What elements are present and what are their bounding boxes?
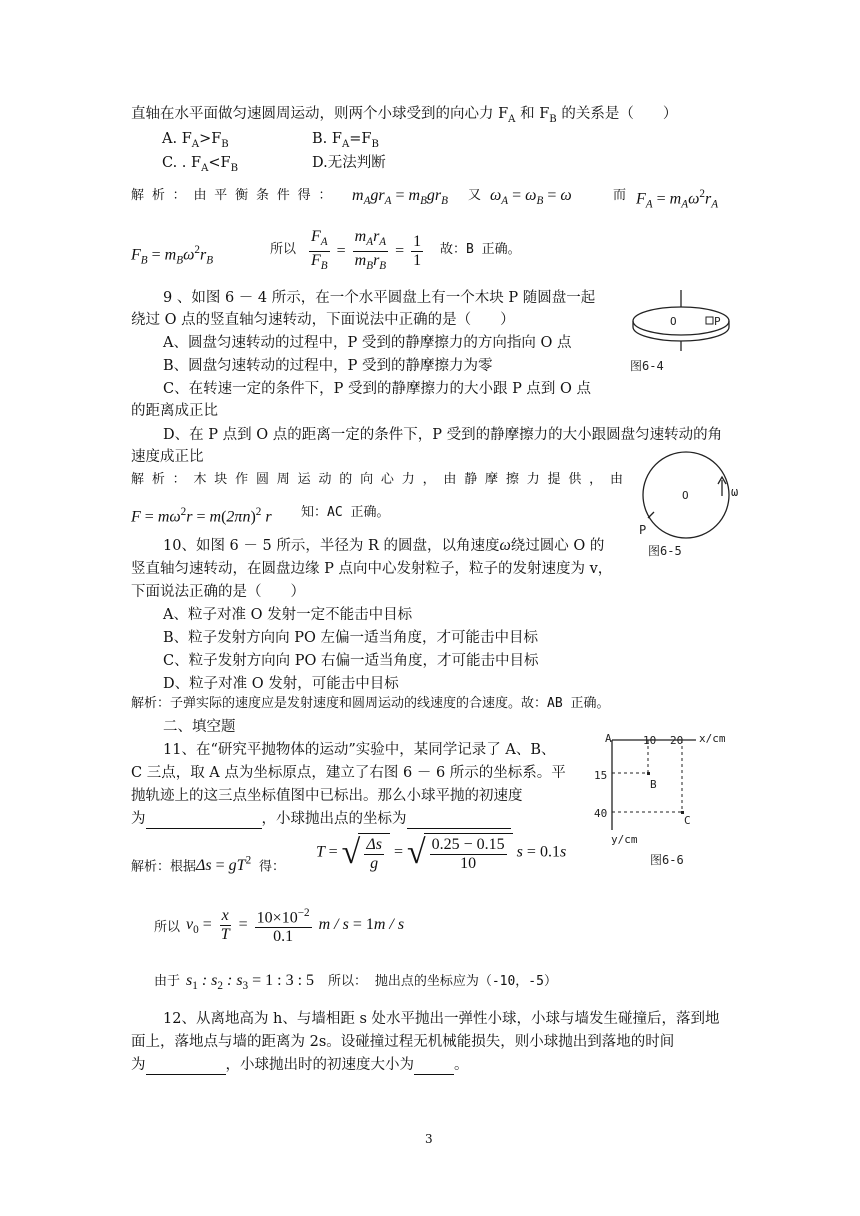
q8-er-text: 而 xyxy=(613,188,627,203)
q8-option-d: D.无法判断 xyxy=(312,155,386,171)
q12-blank-velocity[interactable] xyxy=(414,1058,454,1075)
q9-option-d-2: 速度成正比 xyxy=(131,449,204,465)
q12-line-3: 为 ，小球抛出时的初速度大小为 。 xyxy=(131,1057,469,1073)
q9-line-1: 9 、如图 6 － 4 所示，在一个水平圆盘上有一个木块 P 随圆盘一起 xyxy=(163,290,596,306)
page-number: 3 xyxy=(425,1132,433,1146)
section-2-heading: 二、填空题 xyxy=(163,719,236,735)
block-label: P xyxy=(714,315,721,328)
q9-option-b: B、圆盘匀速转动的过程中，P 受到的静摩擦力为零 xyxy=(163,358,493,374)
q8-result: 故：B 正确。 xyxy=(440,242,521,257)
y-axis-unit: y/cm xyxy=(611,833,638,846)
q8-equation-3: $F_A = m_A\omega^2r_A$ xyxy=(636,188,719,211)
omega-symbol: ω xyxy=(499,537,511,554)
figure-6-4 xyxy=(626,285,730,377)
q8-option-b: B. $F_A=F_B$ xyxy=(312,131,379,150)
q9-line-2: 绕过 O 点的竖直轴匀速转动，下面说法中正确的是（ ） xyxy=(131,312,515,328)
q9-option-c-2: 的距离成正比 xyxy=(131,403,218,419)
q9-equation: $F = m\omega^2r = m(2\pi n)^2$ r xyxy=(131,506,272,526)
q9-option-a: A、圆盘匀速转动的过程中，P 受到的静摩擦力的方向指向 O 点 xyxy=(163,335,572,351)
q10-line-3: 下面说法正确的是（ ） xyxy=(131,584,305,600)
q11-suoyi-text: 所以 xyxy=(154,920,181,935)
q8-equation-1: $m_Agr_A = m_Bgr_B$ xyxy=(352,187,448,208)
q11-line-4: 为 ，小球抛出点的坐标为 xyxy=(131,809,511,829)
figure-6-4-caption: 图6-4 xyxy=(630,359,664,373)
figure-6-5-caption: 图6-5 xyxy=(648,544,682,558)
q11-equation-v0: $v_0$ = $\frac{x}{T}$ = $\frac{10\times 10^{-2}}{0.1}$ m / s = 1m / s xyxy=(186,904,404,946)
q9-option-c-1: C、在转速一定的条件下，P 受到的静摩擦力的大小跟 P 点到 O 点 xyxy=(163,381,592,397)
q10-solution: 解析：子弹实际的速度应是发射速度和圆周运动的线速度的合速度。故：AB 正确。 xyxy=(131,696,610,711)
q11-result: 所以： 抛出点的坐标应为（-10，-5） xyxy=(328,974,557,989)
x-tick-20: 20 xyxy=(670,734,684,747)
x-tick-10: 10 xyxy=(643,734,657,747)
figure-6-6-caption: 图6-6 xyxy=(650,853,684,867)
omega-label: ω xyxy=(731,485,739,499)
q8-solution-label: 解 析 ： 由 平 衡 条 件 得 ： xyxy=(131,188,332,203)
q11-blank-coordinate[interactable] xyxy=(407,812,511,829)
q10-option-d: D、粒子对准 O 发射，可能击中目标 xyxy=(163,676,399,692)
q10-option-b: B、粒子发射方向向 PO 左偏一适当角度，才可能击中目标 xyxy=(163,630,539,646)
q9-option-d-1: D、在 P 点到 O 点的距离一定的条件下，P 受到的静摩擦力的大小跟圆盘匀速转动的角 xyxy=(163,427,723,443)
q10-line-2: 竖直轴匀速转动，在圆盘边缘 P 点向中心发射粒子，粒子的发射速度为 v， xyxy=(131,561,613,577)
q9-solution-2: 知：AC 正确。 xyxy=(301,505,390,520)
q8-option-a: A. $F_A>F_B$ xyxy=(162,131,229,150)
q8-suoyi-text: 所以 xyxy=(270,242,297,257)
x-axis-unit: x/cm xyxy=(699,732,726,745)
q11-ratio: $s_1$ : $s_2$ : $s_3 = 1$ : 3 : 5 xyxy=(186,972,315,993)
q11-blank-velocity[interactable] xyxy=(146,812,262,829)
point-b-label: B xyxy=(650,778,657,791)
figure-6-6 xyxy=(586,726,750,872)
point-c-label: C xyxy=(684,814,691,827)
q8-equation-4: $F_B = m_B\omega^2r_B$ xyxy=(131,244,214,267)
q12-blank-time[interactable] xyxy=(146,1058,226,1075)
q12-line-1: 12、从离地高为 h、与墙相距 s 处水平抛出一弹性小球，小球与墙发生碰撞后，落到地 xyxy=(163,1011,720,1027)
y-tick-40: 40 xyxy=(594,807,608,820)
q8-option-c: C. . $F_A<F_B$ xyxy=(162,155,239,174)
q12-line-2: 面上，落地点与墙的距离为 2s。设碰撞过程无机械能损失，则小球抛出到落地的时间 xyxy=(131,1034,675,1050)
point-p-label: P xyxy=(639,523,647,537)
q11-equation-t: T = √ $\frac{\Delta s}{g}$ = √ $\frac{0.25 - 0.15}{10}$ s = 0.1s xyxy=(316,834,567,872)
point-a-label: A xyxy=(605,732,612,745)
figure-6-5 xyxy=(626,450,760,565)
q11-you-text: 由于 xyxy=(154,974,181,989)
disk-center-label: O xyxy=(682,489,689,502)
q11-line-2: C 三点，取 A 点为坐标原点，建立了右图 6 － 6 所示的坐标系。平 xyxy=(131,765,566,781)
q10-line-1: 10、如图 6 － 5 所示，半径为 R 的圆盘，以角速度ω绕过圆心 O 的 xyxy=(163,537,605,554)
q10-option-a: A、粒子对准 O 发射一定不能击中目标 xyxy=(163,607,413,623)
q8-stem: 直轴在水平面做匀速圆周运动，则两个小球受到的向心力 $F_A$ 和 $F_B$ 的关系是（ ） xyxy=(131,106,678,125)
q10-option-c: C、粒子发射方向向 PO 右偏一适当角度，才可能击中目标 xyxy=(163,653,539,669)
q8-you-text: 又 xyxy=(468,188,482,203)
point-b xyxy=(647,772,650,775)
q11-line-3: 抛轨迹上的这三点坐标值图中已标出。那么小球平抛的初速度 xyxy=(131,788,523,804)
q11-line-1: 11、在“研究平抛物体的运动”实验中，某同学记录了 A、B、 xyxy=(163,742,556,758)
q8-equation-2: $\omega_A = \omega_B = \omega$ xyxy=(490,187,572,208)
point-p-tick xyxy=(648,512,654,518)
y-tick-15: 15 xyxy=(594,769,608,782)
disk-center-label: O xyxy=(670,315,677,328)
block-p xyxy=(706,317,713,324)
q8-ratio-equation: $\frac{F_A}{F_B}$ = $\frac{m_Ar_A}{m_Br_B}$ = $\frac{1}{1}$ xyxy=(311,228,422,273)
q9-solution-1: 解 析 ： 木 块 作 圆 周 运 动 的 向 心 力 ， 由 静 摩 擦 力 提 供 ， 由 xyxy=(131,472,624,487)
q11-solution-label: 解析：根据$\Delta s = gT^2$ 得： xyxy=(131,855,286,875)
